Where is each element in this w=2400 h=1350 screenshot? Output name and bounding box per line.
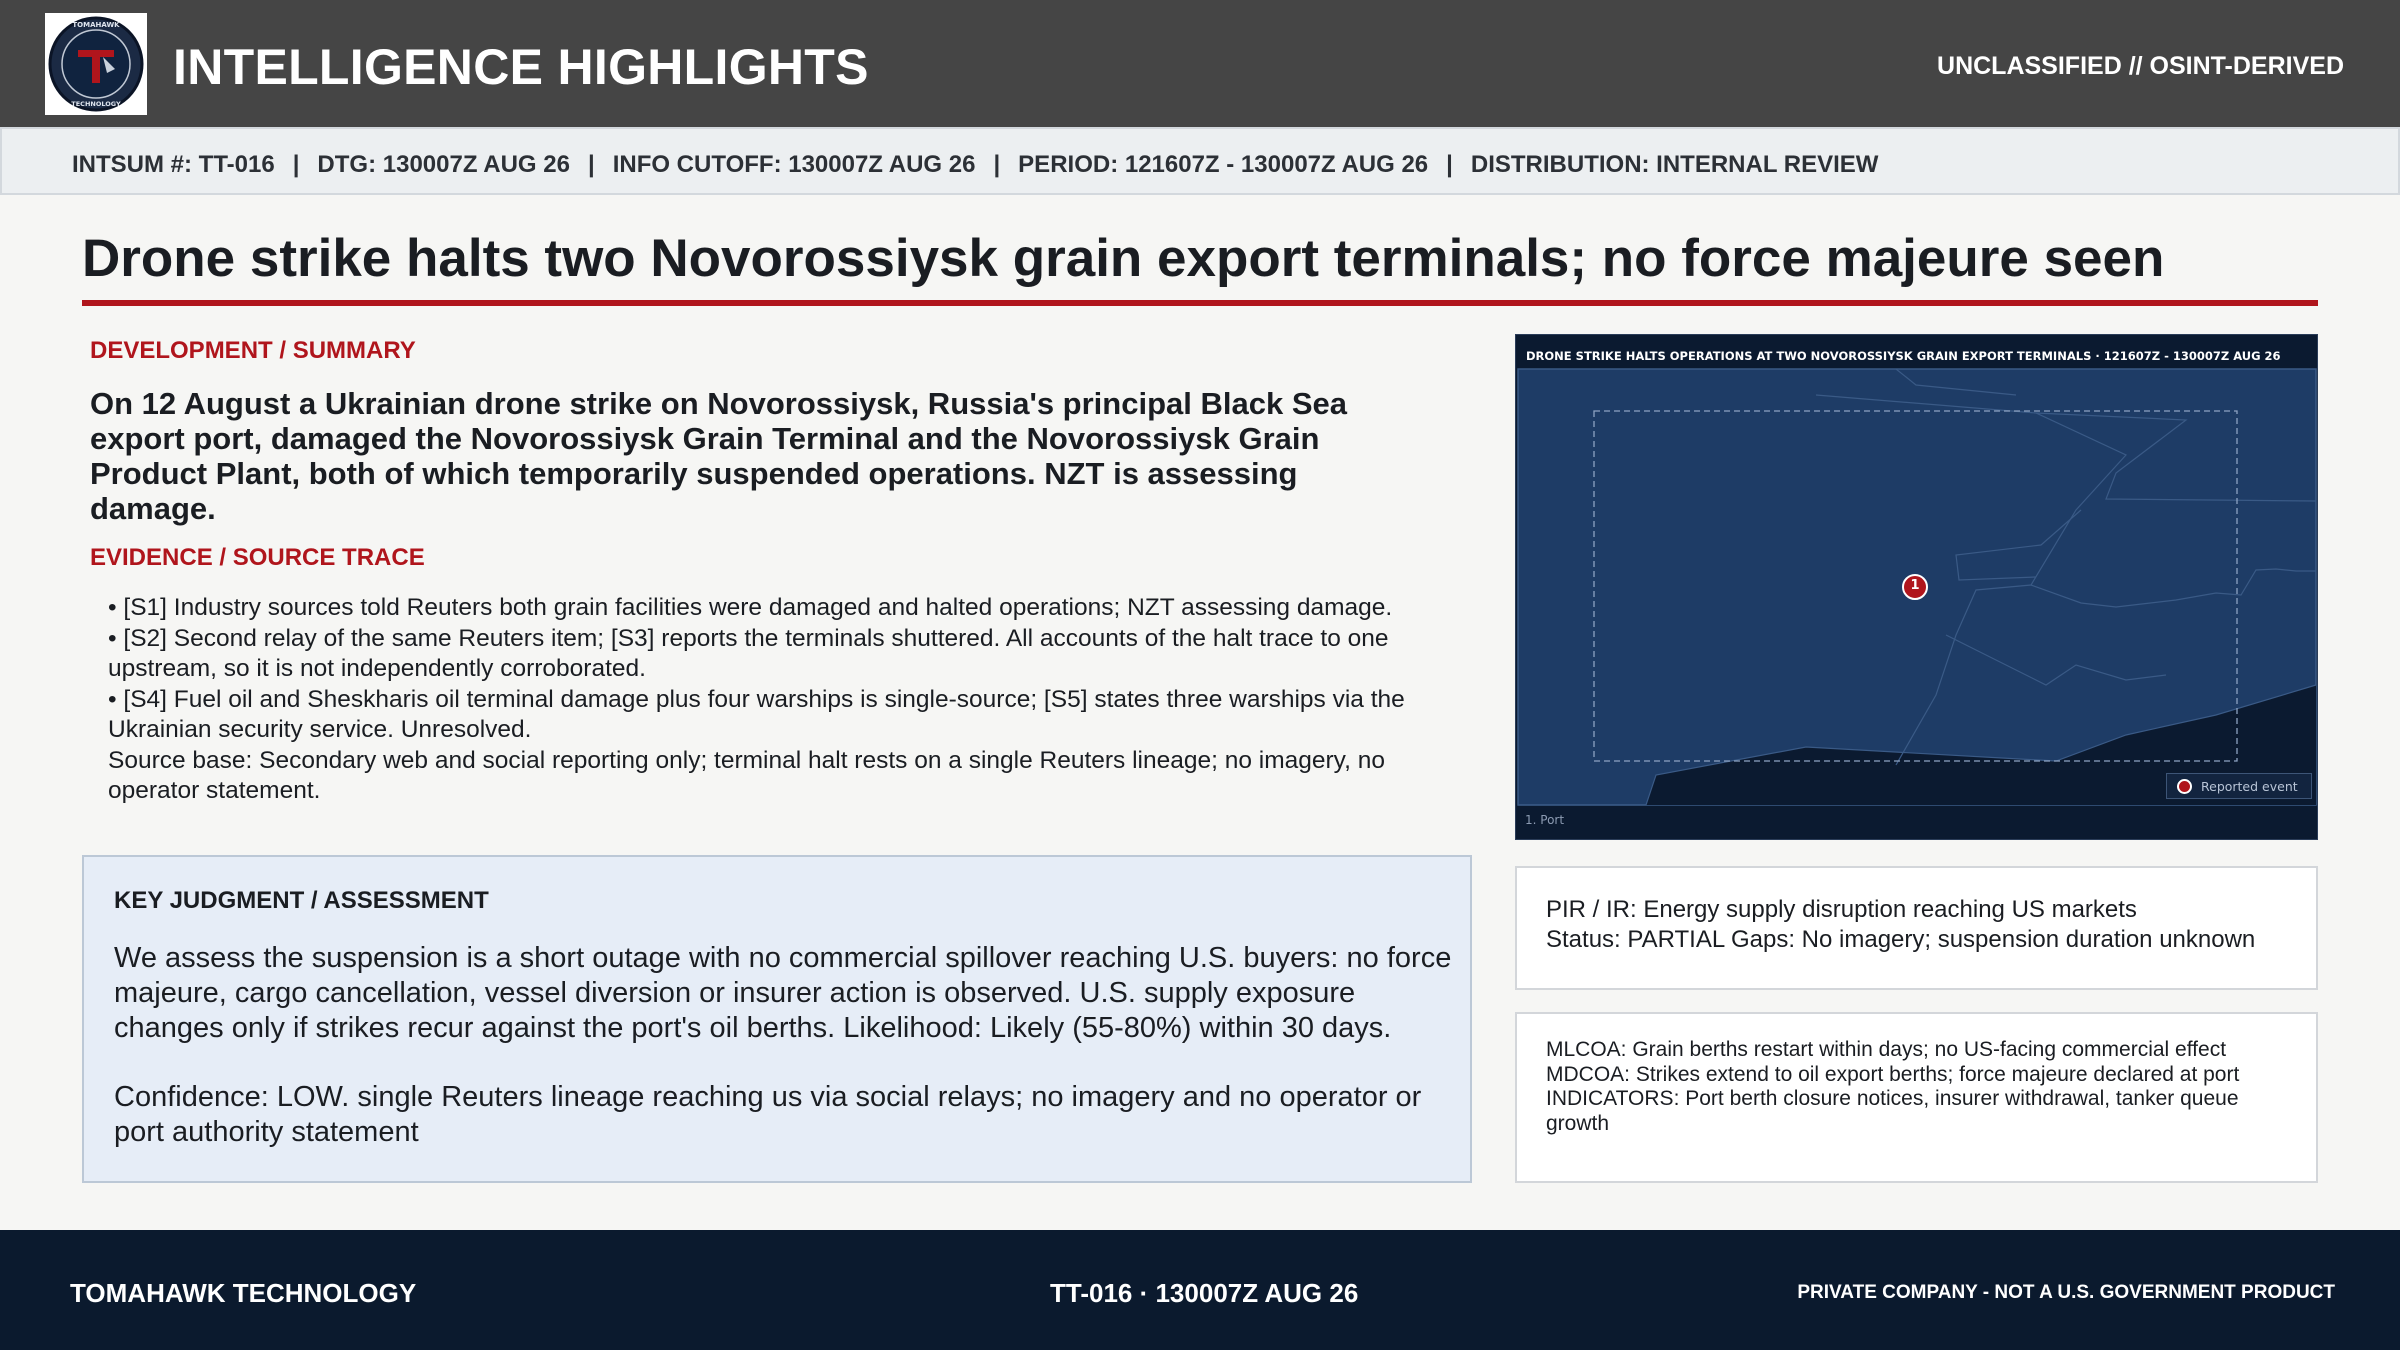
tomahawk-logo-icon [45, 13, 147, 115]
meta-separator: | [1446, 151, 1453, 178]
pir-requirement: PIR / IR: Energy supply disruption reaching US markets [1546, 896, 2137, 923]
evidence-label: EVIDENCE / SOURCE TRACE [90, 544, 425, 571]
evidence-item: • [S1] Industry sources told Reuters both grain facilities were damaged and halted operations; NZT assessing damage. [108, 594, 1393, 621]
svg-text:TOMAHAWK: TOMAHAWK [72, 21, 120, 29]
development-label: DEVELOPMENT / SUMMARY [90, 337, 416, 364]
coa-text [1546, 1038, 2291, 1136]
info-cutoff: INFO CUTOFF: 130007Z AUG 26 [612, 151, 976, 178]
legend-label: Reported event [2201, 779, 2298, 794]
pir-box [1515, 866, 2318, 990]
distribution: DISTRIBUTION: INTERNAL REVIEW [1470, 151, 1879, 178]
intsum-number: INTSUM #: TT-016 [72, 151, 275, 178]
evidence-item: • [S2] Second relay of the same Reuters item; [S3] reports the terminals shuttered. All accounts of the halt trace to one upstream, so it is not independently corroborated. [108, 624, 1389, 682]
metadata-line [72, 151, 1878, 179]
company-logo [45, 13, 147, 115]
footer-company: TOMAHAWK TECHNOLOGY [70, 1278, 417, 1308]
map-title: DRONE STRIKE HALTS OPERATIONS AT TWO NOVOROSSIYSK GRAIN EXPORT TERMINALS · 121607Z - 130007Z AUG 26 [1526, 349, 2281, 363]
classification-banner: UNCLASSIFIED // OSINT-DERIVED [1937, 52, 2344, 80]
key-judgment-text: We assess the suspension is a short outage with no commercial spillover reaching U.S. buyers: no force majeure, cargo cancellation, vessel diversion or insurer action is observed. U.S. supply exposure changes only if strikes recur against the port's oil berths. Likelihood: Likely (55-80%) within 30 days. [114, 942, 1452, 1044]
svg-text:TECHNOLOGY: TECHNOLOGY [71, 100, 121, 108]
report-header [0, 0, 2400, 127]
pir-status: Status: PARTIAL Gaps: No imagery; suspension duration unknown [1546, 926, 2256, 953]
meta-separator: | [587, 151, 595, 178]
meta-separator: | [993, 151, 1001, 178]
footer-disclaimer: PRIVATE COMPANY - NOT A U.S. GOVERNMENT PRODUCT [1797, 1282, 2335, 1303]
event-marker-label: 1 [1910, 578, 1920, 593]
reporting-period: PERIOD: 121607Z - 130007Z AUG 26 [1018, 151, 1429, 178]
report-metadata-bar [0, 127, 2400, 195]
key-judgment-box [82, 855, 1472, 1183]
map-caption: 1. Port [1525, 813, 1565, 827]
footer-report-id: TT-016 · 130007Z AUG 26 [1050, 1278, 1359, 1308]
key-judgment-title: KEY JUDGMENT / ASSESSMENT [114, 887, 489, 914]
headline-divider [82, 300, 2318, 306]
page-title: INTELLIGENCE HIGHLIGHTS [173, 39, 869, 95]
meta-separator: | [292, 151, 300, 178]
dtg: DTG: 130007Z AUG 26 [317, 151, 570, 178]
coa-box [1515, 1012, 2318, 1183]
mlcoa: MLCOA: Grain berths restart within days; no US-facing commercial effect [1546, 1038, 2227, 1061]
mdcoa: MDCOA: Strikes extend to oil export berths; force majeure declared at port [1546, 1062, 2240, 1086]
map-legend [2166, 773, 2312, 799]
reported-event-icon [2177, 779, 2192, 794]
report-headline: Drone strike halts two Novorossiysk grain export terminals; no force majeure seen [82, 229, 2165, 288]
development-summary: On 12 August a Ukrainian drone strike on Novorossiysk, Russia's principal Black Sea export port, damaged the Novorossiysk Grain Terminal and the Novorossiysk Grain Product Plant, both of which temporarily suspended operations. NZT is assessing damage. [90, 386, 1347, 526]
source-base: Source base: Secondary web and social reporting only; terminal halt rests on a single Reuters lineage; no imagery, no operator statement. [108, 746, 1385, 804]
evidence-list [108, 593, 1438, 807]
report-footer [0, 1230, 2400, 1350]
confidence-statement: Confidence: LOW. single Reuters lineage reaching us via social relays; no imagery and no operator or port authority statement [114, 1081, 1422, 1148]
evidence-item: • [S4] Fuel oil and Sheskharis oil terminal damage plus four warships is single-source; [S5] states three warships via the Ukrainian security service. Unresolved. [108, 685, 1405, 743]
indicators: INDICATORS: Port berth closure notices, insurer withdrawal, tanker queue growth [1546, 1087, 2239, 1135]
map-panel [1515, 334, 2318, 840]
